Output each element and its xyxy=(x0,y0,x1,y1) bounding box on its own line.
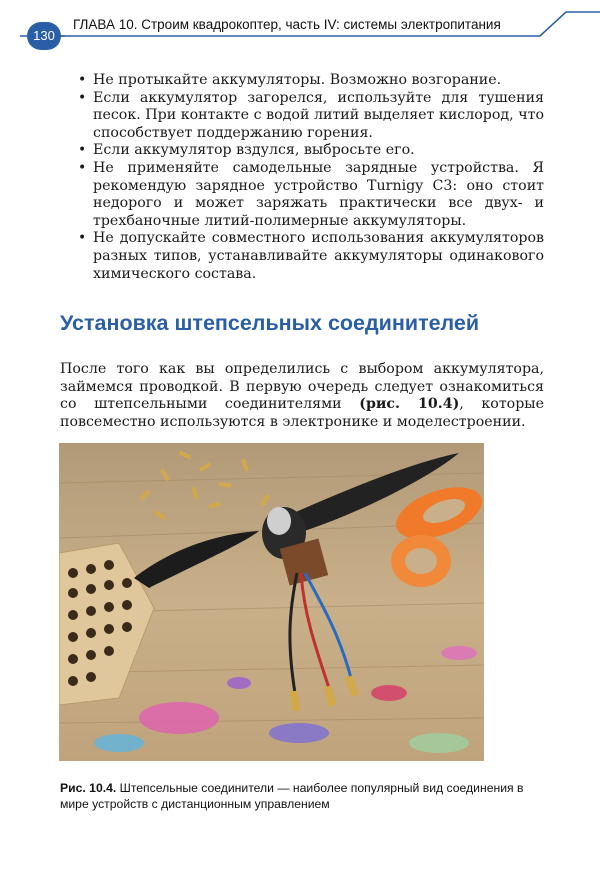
connectors-photo-illustration xyxy=(59,443,484,761)
bullet-icon: • xyxy=(78,230,87,247)
list-item-text: Не протыкайте аккумуляторы. Возможно возгорание. xyxy=(93,72,502,88)
section-heading: Установка штепсельных соединителей xyxy=(60,311,480,335)
bullet-icon: • xyxy=(78,72,87,88)
figure-label: Рис. 10.4. xyxy=(60,781,117,795)
chapter-title: ГЛАВА 10. Строим квадрокоптер, часть IV: системы электропитания xyxy=(73,17,501,32)
page-number: 130 xyxy=(27,22,61,50)
paragraph-text-end: , которые повсеместно используются в электронике и моделестроении. xyxy=(60,396,544,430)
page-header xyxy=(0,0,600,60)
bullet-icon: • xyxy=(78,142,87,159)
bullet-icon: • xyxy=(78,89,87,106)
figure-reference: (рис. 10.4) xyxy=(359,396,460,413)
list-item-text: Если аккумулятор вздулся, выбросьте его. xyxy=(93,142,415,159)
figure-caption xyxy=(60,781,548,812)
safety-bullet-list xyxy=(60,72,544,283)
section-paragraph xyxy=(60,361,544,431)
list-item xyxy=(60,90,544,143)
figure-photo xyxy=(59,443,484,761)
paragraph-text: После того как вы определились с выбором аккумулятора, займемся проводкой. В первую очередь следует ознакомиться со штепсельными соединителями xyxy=(60,361,544,413)
list-item-text: Если аккумулятор загорелся, используйте для тушения песок. При контакте с водой литий выделяет кислород, что способствует поддержанию горения. xyxy=(93,89,544,141)
list-item-text: Не допускайте совместного использования аккумуляторов разных типов, устанавливайте аккумуляторы одинакового химического состава. xyxy=(93,230,544,282)
bullet-icon: • xyxy=(78,159,87,176)
list-item-text: Не применяйте самодельные зарядные устройства. Я рекомендую зарядное устройство Turnigy C3: оно стоит недорого и может заряжать практически все двух- и трехбаночные литий-полимерные аккумуляторы. xyxy=(93,159,544,229)
list-item xyxy=(60,160,544,230)
list-item xyxy=(60,72,544,90)
figure-caption-text: Штепсельные соединители — наиболее популярный вид соединения в мире устройств с дистанционным управлением xyxy=(60,781,524,811)
list-item xyxy=(60,230,544,283)
list-item xyxy=(60,142,544,160)
